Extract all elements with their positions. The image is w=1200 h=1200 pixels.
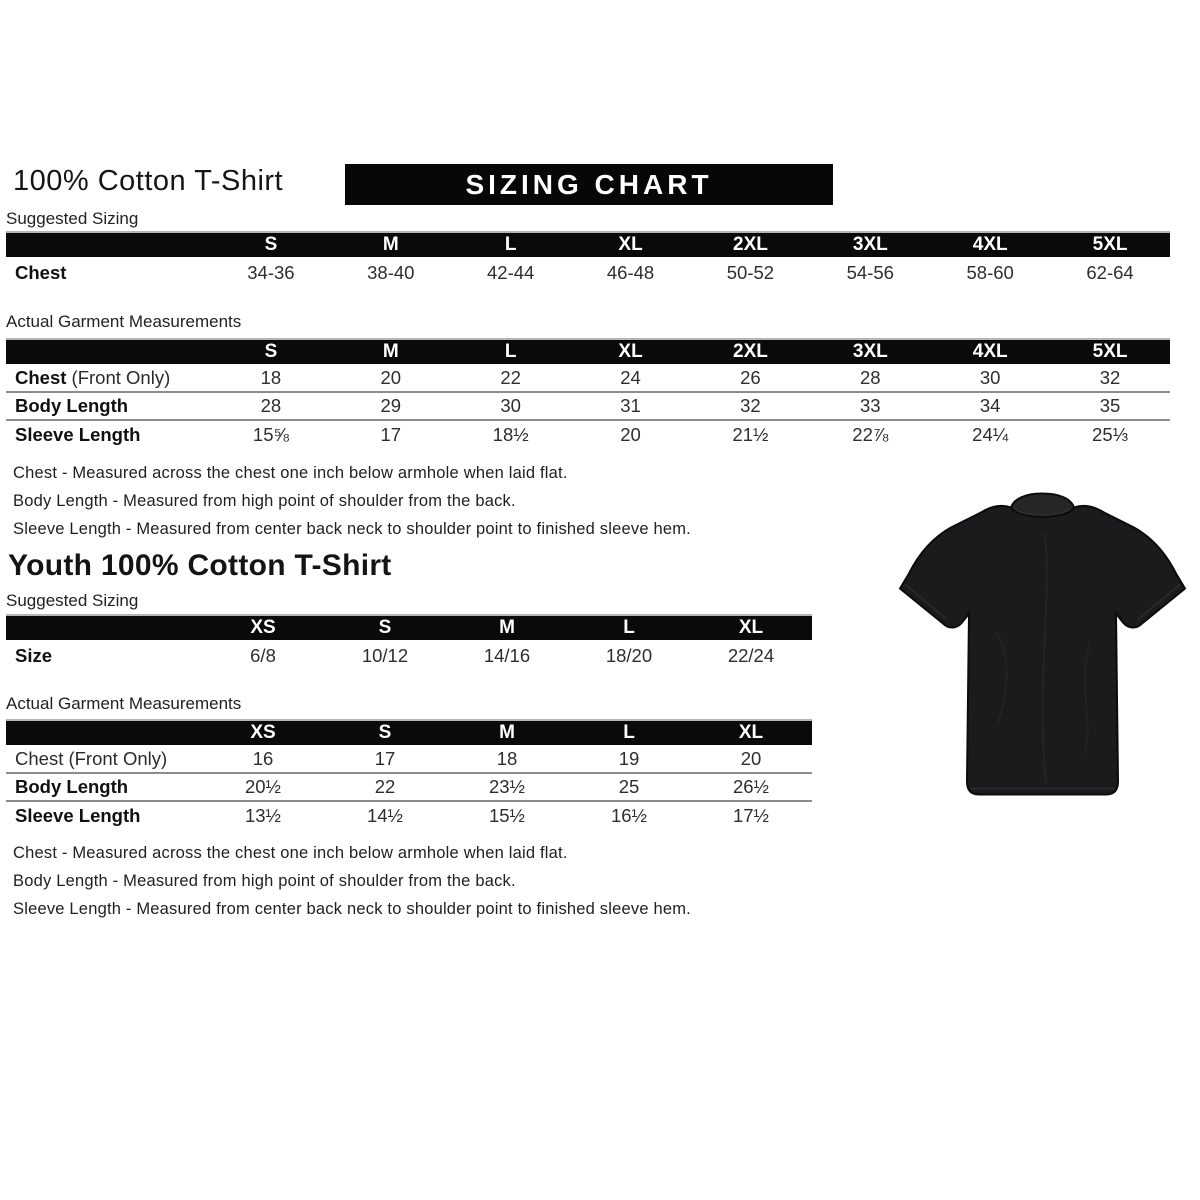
cell-value: 20½ <box>244 776 281 797</box>
adult-actual-measurements-table <box>6 338 1170 448</box>
cell-value: 14/16 <box>483 645 531 666</box>
cell-value: 19 <box>618 747 640 769</box>
row-label: Size <box>15 645 53 666</box>
size-header-row <box>6 720 812 745</box>
cell-value: 25⅓ <box>1092 423 1129 445</box>
cell-value: 20 <box>380 366 402 388</box>
row-label: Sleeve Length <box>15 804 141 826</box>
size-column-header: XS <box>202 615 324 640</box>
table-row <box>6 364 1170 392</box>
cell-value: 22 <box>374 776 396 797</box>
cell-value: 24 <box>620 366 641 388</box>
size-column-header: S <box>211 232 331 257</box>
cell-value: 34-36 <box>247 262 295 283</box>
table-row <box>6 745 812 773</box>
table-corner <box>6 339 211 364</box>
cell-value: 17½ <box>732 804 769 826</box>
black-tshirt-image <box>895 490 1190 805</box>
cell-value: 28 <box>260 395 282 416</box>
note-line: Body Length - Measured from high point of shoulder from the back. <box>13 872 516 890</box>
size-column-header: XS <box>202 720 324 745</box>
cell-value: 17 <box>374 747 396 769</box>
table-corner <box>6 232 211 257</box>
cell-value: 14½ <box>366 804 403 826</box>
cell-value: 22⅞ <box>852 423 889 445</box>
cell-value: 33 <box>860 395 881 416</box>
adult-actual-measurements-label: Actual Garment Measurements <box>6 312 242 331</box>
size-column-header: S <box>211 339 331 364</box>
size-column-header: L <box>451 232 571 257</box>
cell-value: 26 <box>740 366 761 388</box>
size-column-header: M <box>331 339 451 364</box>
cell-value: 42-44 <box>487 262 535 283</box>
cell-value: 29 <box>380 395 402 416</box>
cell-value: 28 <box>860 366 881 388</box>
youth-title: Youth 100% Cotton T-Shirt <box>8 549 392 582</box>
size-column-header: 3XL <box>810 339 930 364</box>
size-column-header: 5XL <box>1050 232 1170 257</box>
cell-value: 18 <box>496 747 518 769</box>
cell-value: 13½ <box>244 804 281 826</box>
cell-value: 6/8 <box>250 645 276 666</box>
cell-value: 18½ <box>492 423 529 445</box>
cell-value: 38-40 <box>367 262 415 283</box>
cell-value: 25 <box>618 776 640 797</box>
note-line: Chest - Measured across the chest one inch below armhole when laid flat. <box>13 844 568 862</box>
size-column-header: L <box>568 615 690 640</box>
cell-value: 32 <box>740 395 761 416</box>
adult-suggested-sizing-label: Suggested Sizing <box>6 209 139 228</box>
cell-value: 32 <box>1099 366 1121 388</box>
row-label: Body Length <box>15 395 129 416</box>
size-column-header: M <box>446 720 568 745</box>
sizing-chart-banner: SIZING CHART <box>345 164 833 205</box>
size-column-header: S <box>324 615 446 640</box>
size-column-header: 5XL <box>1050 339 1170 364</box>
cell-value: 16 <box>252 747 274 769</box>
note-line: Sleeve Length - Measured from center back neck to shoulder point to finished sleeve hem. <box>13 520 691 538</box>
cell-value: 30 <box>500 395 521 416</box>
page-title: 100% Cotton T-Shirt <box>13 165 284 197</box>
cell-value: 18/20 <box>605 645 653 666</box>
cell-value: 35 <box>1099 395 1121 416</box>
tshirt-silhouette <box>900 506 1185 795</box>
cell-value: 15⅝ <box>252 423 289 445</box>
cell-value: 18 <box>260 366 282 388</box>
size-column-header: XL <box>690 615 812 640</box>
cell-value: 22 <box>500 366 521 388</box>
cell-value: 54-56 <box>846 262 894 283</box>
note-line: Body Length - Measured from high point of shoulder from the back. <box>13 492 516 510</box>
size-column-header: M <box>331 232 451 257</box>
cell-value: 16½ <box>610 804 647 826</box>
size-column-header: XL <box>690 720 812 745</box>
row-label: Sleeve Length <box>15 423 141 445</box>
table-row <box>6 640 812 672</box>
size-column-header: M <box>446 615 568 640</box>
size-column-header: L <box>568 720 690 745</box>
cell-value: 21½ <box>732 423 769 445</box>
adult-measurement-notes <box>13 464 691 548</box>
size-column-header: XL <box>571 339 691 364</box>
cell-value: 62-64 <box>1086 262 1134 283</box>
cell-value: 34 <box>979 395 1001 416</box>
size-column-header: S <box>324 720 446 745</box>
cell-value: 31 <box>620 395 641 416</box>
size-header-row <box>6 615 812 640</box>
cell-value: 20 <box>740 747 762 769</box>
note-line: Chest - Measured across the chest one inch below armhole when laid flat. <box>13 464 568 482</box>
size-column-header: XL <box>571 232 691 257</box>
row-label: Body Length <box>15 776 129 797</box>
cell-value: 50-52 <box>726 262 775 283</box>
size-column-header: L <box>451 339 571 364</box>
cell-value: 17 <box>380 423 402 445</box>
adult-suggested-sizing-table <box>6 231 1170 289</box>
youth-suggested-sizing-table <box>6 614 812 672</box>
cell-value: 58-60 <box>966 262 1014 283</box>
row-label: Chest <box>15 262 67 283</box>
youth-measurement-notes <box>13 844 691 928</box>
row-label: Chest (Front Only) <box>15 366 171 388</box>
cell-value: 15½ <box>488 804 525 826</box>
table-corner <box>6 615 202 640</box>
size-header-row <box>6 339 1170 364</box>
cell-value: 23½ <box>488 776 525 797</box>
cell-value: 30 <box>979 366 1001 388</box>
youth-actual-measurements-table <box>6 719 812 829</box>
row-label: Chest (Front Only) <box>15 747 168 769</box>
size-column-header: 4XL <box>930 339 1050 364</box>
table-row <box>6 801 812 829</box>
table-row <box>6 420 1170 448</box>
youth-actual-measurements-label: Actual Garment Measurements <box>6 694 242 713</box>
table-row <box>6 773 812 801</box>
size-column-header: 3XL <box>810 232 930 257</box>
table-corner <box>6 720 202 745</box>
table-row <box>6 392 1170 420</box>
cell-value: 46-48 <box>606 262 655 283</box>
table-row <box>6 257 1170 289</box>
cell-value: 26½ <box>732 776 769 797</box>
size-header-row <box>6 232 1170 257</box>
size-column-header: 2XL <box>691 339 811 364</box>
note-line: Sleeve Length - Measured from center back neck to shoulder point to finished sleeve hem. <box>13 900 691 918</box>
size-column-header: 4XL <box>930 232 1050 257</box>
youth-suggested-sizing-label: Suggested Sizing <box>6 591 139 610</box>
cell-value: 10/12 <box>361 645 409 666</box>
cell-value: 24¼ <box>972 423 1009 445</box>
cell-value: 22/24 <box>727 645 775 666</box>
cell-value: 20 <box>620 423 641 445</box>
size-column-header: 2XL <box>691 232 811 257</box>
